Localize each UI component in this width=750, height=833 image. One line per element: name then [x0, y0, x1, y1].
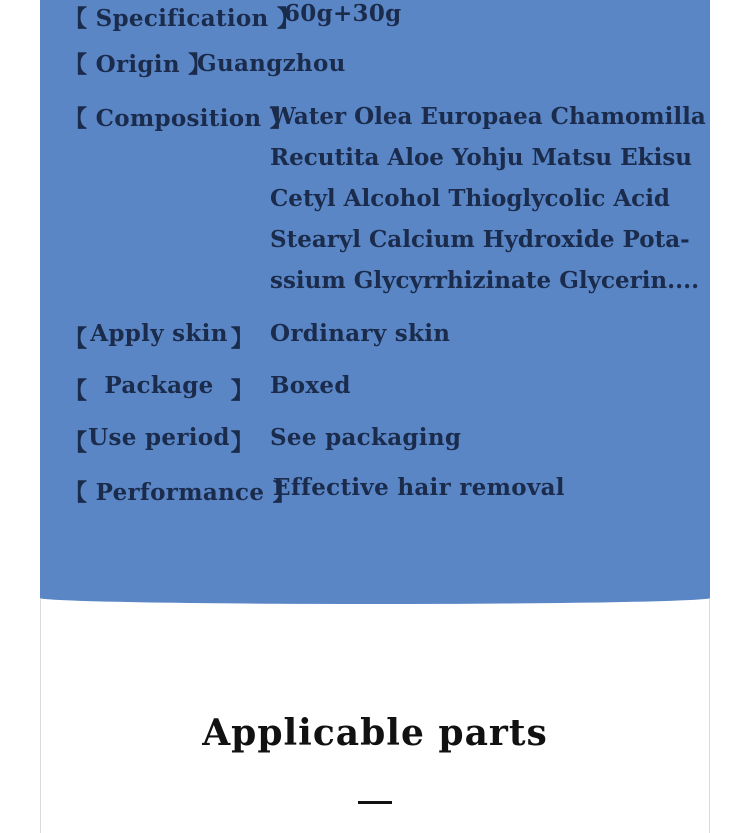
package-value: Boxed — [270, 372, 351, 399]
close-bracket: 】 — [230, 377, 254, 404]
composition-line: ssium Glycyrrhizinate Glycerin.... — [270, 267, 700, 294]
performance-value: Effective hair removal — [273, 474, 565, 501]
close-bracket: 】 — [230, 429, 254, 456]
composition-line: Recutita Aloe Yohju Matsu Ekisu — [270, 144, 693, 171]
open-bracket: 【 — [64, 377, 88, 404]
use-period-value: See packaging — [270, 424, 462, 451]
use-period-label — [64, 424, 254, 457]
apply-skin-value: Ordinary skin — [270, 320, 451, 347]
close-bracket: 】 — [230, 325, 254, 352]
specification-value: 60g+30g — [284, 0, 402, 27]
use-period-label-text: Use period — [88, 424, 230, 451]
package-label-text: Package — [104, 372, 214, 399]
specification-label: 【 Specification 】 — [64, 5, 301, 32]
package-label — [64, 372, 254, 405]
composition-line: Cetyl Alcohol Thioglycolic Acid — [270, 185, 671, 212]
composition-value — [270, 96, 706, 301]
title-underline — [358, 801, 392, 804]
open-bracket: 【 — [64, 429, 88, 456]
composition-label: 【 Composition 】 — [64, 105, 294, 132]
open-bracket: 【 — [64, 325, 88, 352]
apply-skin-label — [64, 320, 254, 353]
composition-line: Stearyl Calcium Hydroxide Pota- — [270, 226, 690, 253]
performance-label: 【 Performance 】 — [64, 479, 296, 506]
apply-skin-label-text: Apply skin — [90, 320, 228, 347]
composition-line: Water Olea Europaea Chamomilla — [270, 103, 706, 130]
section-title: Applicable parts — [202, 712, 548, 754]
specification-panel — [40, 0, 710, 604]
origin-value: Guangzhou — [197, 50, 346, 77]
origin-label: 【 Origin 】 — [64, 51, 212, 78]
